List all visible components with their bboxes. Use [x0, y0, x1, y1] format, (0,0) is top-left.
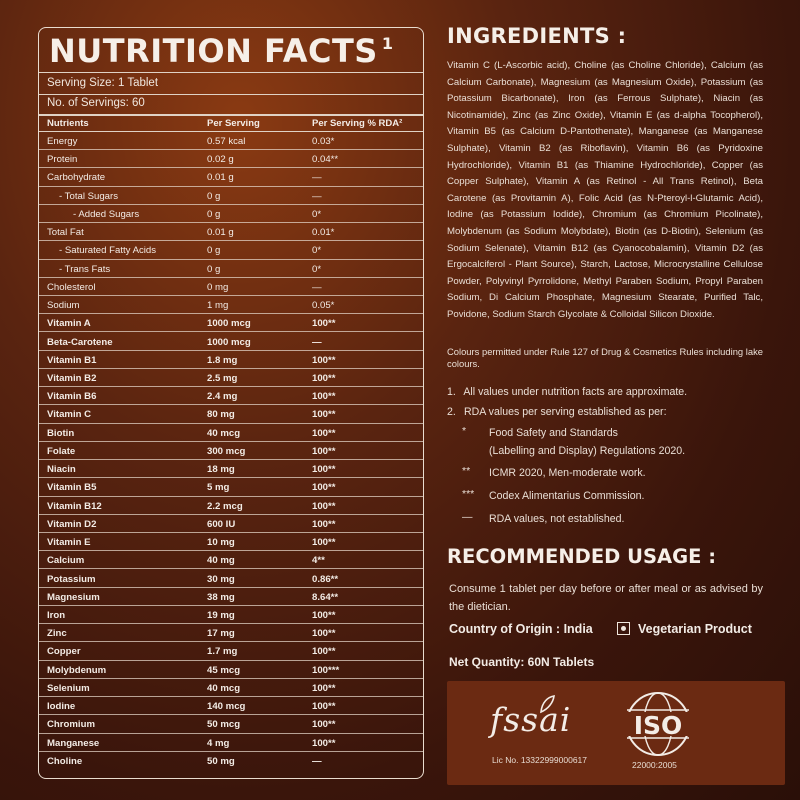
- per-serving-value: 2.4 mg: [207, 391, 238, 403]
- table-row: [39, 497, 423, 515]
- fssai-logo: fssai: [490, 700, 572, 739]
- fssai-leaf-icon: [538, 694, 556, 714]
- note-2: [447, 406, 667, 418]
- per-serving-value: 40 mcg: [207, 682, 241, 694]
- fssai-license-number: Lic No. 13322999000617: [492, 755, 587, 765]
- divider: [39, 94, 423, 95]
- rda-value: 0.01*: [312, 227, 335, 239]
- nutrient-name: Niacin: [47, 464, 76, 476]
- table-row: [39, 551, 423, 569]
- per-serving-value: 1.8 mg: [207, 354, 238, 366]
- nutrient-name: Iron: [47, 609, 66, 621]
- rda-value: 100**: [312, 628, 336, 640]
- rda-value: 100**: [312, 372, 336, 384]
- table-row: [39, 606, 423, 624]
- nutrition-facts-title: [49, 32, 393, 70]
- symbol-double-star: **: [462, 465, 471, 477]
- nutrient-name: Vitamin D2: [47, 518, 97, 530]
- rda-value: 100**: [312, 609, 336, 621]
- table-row: [39, 314, 423, 332]
- rda-value: 8.64**: [312, 591, 339, 603]
- per-serving-value: 140 mcg: [207, 701, 246, 713]
- per-serving-value: 0.02 g: [207, 154, 234, 166]
- nutrient-name: Choline: [47, 755, 83, 767]
- nutrition-facts-panel: [38, 27, 424, 779]
- nutrient-name: Beta-Carotene: [47, 336, 113, 348]
- per-serving-value: 300 mcg: [207, 445, 246, 457]
- rda-value: 100**: [312, 719, 336, 731]
- rda-source-2: ICMR 2020, Men-moderate work.: [489, 467, 646, 479]
- per-serving-value: 30 mg: [207, 573, 235, 585]
- nutrient-name: Calcium: [47, 555, 85, 567]
- nutrient-name: Protein: [47, 154, 78, 166]
- nutrient-name: Selenium: [47, 682, 90, 694]
- header-nutrients: Nutrients: [47, 118, 89, 129]
- note-2-text: RDA values per serving established as per:: [463, 406, 667, 418]
- nutrient-name: Magnesium: [47, 591, 100, 603]
- nutrient-name: Cholesterol: [47, 281, 96, 293]
- nutrient-name: Vitamin B5: [47, 482, 97, 494]
- symbol-single-star: *: [462, 425, 467, 437]
- nutrient-name: - Added Sugars: [73, 208, 140, 220]
- rda-value: 100**: [312, 500, 336, 512]
- table-row: [39, 387, 423, 405]
- table-row: [39, 460, 423, 478]
- usage-text: Consume 1 tablet per day before or after meal or as advised by the dietician.: [449, 583, 763, 613]
- rda-value: —: [312, 172, 322, 184]
- rda-source-1-line1: Food Safety and Standards: [489, 427, 618, 439]
- table-row: [39, 679, 423, 697]
- symbol-triple-star: ***: [462, 488, 475, 500]
- note-1-number: 1.: [447, 386, 456, 398]
- nutrient-name: - Saturated Fatty Acids: [59, 245, 157, 257]
- per-serving-value: 2.2 mcg: [207, 500, 243, 512]
- per-serving-value: 17 mg: [207, 628, 235, 640]
- table-row: [39, 168, 423, 186]
- per-serving-value: 600 IU: [207, 518, 236, 530]
- rda-value: 100**: [312, 737, 336, 749]
- per-serving-value: 0 g: [207, 245, 221, 257]
- iso-logo-text: ISO: [633, 711, 683, 740]
- table-row: [39, 132, 423, 150]
- rda-value: —: [312, 190, 322, 202]
- rda-source-1-line2: (Labelling and Display) Regulations 2020.: [489, 445, 686, 457]
- serving-size: Serving Size: 1 Tablet: [47, 77, 159, 89]
- rda-value: 0.03*: [312, 136, 335, 147]
- table-header: [39, 118, 423, 132]
- table-row: [39, 369, 423, 387]
- divider: [39, 114, 423, 116]
- nutrient-name: Potassium: [47, 573, 96, 585]
- table-row: [39, 624, 423, 642]
- title-superscript: 1: [381, 34, 394, 53]
- table-row: [39, 296, 423, 314]
- nutrient-name: Sodium: [47, 300, 80, 312]
- vegetarian-icon: [617, 622, 630, 635]
- rda-value: 100**: [312, 427, 336, 439]
- per-serving-value: 2.5 mg: [207, 372, 238, 384]
- rda-source-4: RDA values, not established.: [489, 513, 625, 525]
- nutrient-name: Vitamin B1: [47, 354, 97, 366]
- per-serving-value: 1000 mcg: [207, 336, 251, 348]
- table-row: [39, 260, 423, 278]
- table-row: [39, 570, 423, 588]
- table-row: [39, 715, 423, 733]
- country-of-origin: Country of Origin : India: [449, 622, 593, 636]
- table-row: [39, 442, 423, 460]
- per-serving-value: 80 mg: [207, 409, 235, 421]
- per-serving-value: 18 mg: [207, 464, 235, 476]
- note-1-text: All values under nutrition facts are approximate.: [463, 386, 688, 398]
- per-serving-value: 45 mcg: [207, 664, 241, 676]
- per-serving-value: 40 mg: [207, 555, 235, 567]
- table-row: [39, 533, 423, 551]
- rda-value: 100**: [312, 646, 336, 658]
- rda-value: 100**: [312, 537, 336, 549]
- table-row: [39, 241, 423, 259]
- table-row: [39, 333, 423, 351]
- table-row: [39, 661, 423, 679]
- header-rda: Per Serving % RDA²: [312, 118, 403, 129]
- divider: [39, 72, 423, 73]
- rda-value: 4**: [312, 555, 325, 567]
- table-row: [39, 223, 423, 241]
- rda-value: —: [312, 336, 322, 348]
- per-serving-value: 1.7 mg: [207, 646, 238, 658]
- nutrient-name: Energy: [47, 136, 78, 147]
- note-1: [447, 386, 687, 398]
- per-serving-value: 0 g: [207, 208, 221, 220]
- nutrient-name: Copper: [47, 646, 81, 658]
- per-serving-value: 1 mg: [207, 300, 229, 312]
- rda-value: —: [312, 281, 322, 293]
- per-serving-value: 5 mg: [207, 482, 230, 494]
- ingredients-title: INGREDIENTS :: [447, 24, 627, 48]
- rda-value: 0.86**: [312, 573, 339, 585]
- nutrient-name: Carbohydrate: [47, 172, 106, 184]
- rda-value: 100**: [312, 318, 336, 330]
- rda-value: 100**: [312, 701, 336, 713]
- per-serving-value: 38 mg: [207, 591, 235, 603]
- per-serving-value: 0.01 g: [207, 227, 234, 239]
- iso-code: 22000:2005: [632, 760, 677, 770]
- nutrient-name: Molybdenum: [47, 664, 107, 676]
- nutrient-name: - Trans Fats: [59, 263, 111, 275]
- per-serving-value: 0.01 g: [207, 172, 234, 184]
- nutrient-name: Vitamin C: [47, 409, 92, 421]
- per-serving-value: 10 mg: [207, 537, 235, 549]
- per-serving-value: 0 g: [207, 263, 221, 275]
- rda-value: 0*: [312, 263, 322, 275]
- header-per-serving: Per Serving: [207, 118, 260, 129]
- nutrient-name: Vitamin B6: [47, 391, 97, 403]
- per-serving-value: 0.57 kcal: [207, 136, 246, 147]
- per-serving-value: 40 mcg: [207, 427, 241, 439]
- symbol-dash: —: [462, 511, 473, 523]
- per-serving-value: 0 g: [207, 190, 221, 202]
- nutrient-name: Zinc: [47, 628, 67, 640]
- rda-value: 100***: [312, 664, 340, 676]
- rda-value: 100**: [312, 518, 336, 530]
- table-row: [39, 424, 423, 442]
- table-row: [39, 351, 423, 369]
- iso-logo: [622, 690, 694, 758]
- per-serving-value: 50 mcg: [207, 719, 241, 731]
- table-row: [39, 697, 423, 715]
- rda-value: 100**: [312, 409, 336, 421]
- rda-source-1: [489, 424, 685, 460]
- rda-value: 0.05*: [312, 300, 335, 312]
- nutrient-name: Iodine: [47, 701, 76, 713]
- table-row: [39, 642, 423, 660]
- nutrient-name: Vitamin B2: [47, 372, 97, 384]
- table-row: [39, 588, 423, 606]
- per-serving-value: 0 mg: [207, 281, 229, 293]
- table-row: [39, 734, 423, 752]
- nutrient-name: - Total Sugars: [59, 190, 119, 202]
- table-row: [39, 150, 423, 168]
- colours-note: Colours permitted under Rule 127 of Drug & Cosmetics Rules including lake colours.: [447, 346, 763, 369]
- nutrient-name: Chromium: [47, 719, 95, 731]
- per-serving-value: 50 mg: [207, 755, 235, 767]
- rda-value: 0*: [312, 245, 322, 257]
- number-of-servings: No. of Servings: 60: [47, 97, 145, 109]
- rda-value: 100**: [312, 391, 336, 403]
- table-row: [39, 405, 423, 423]
- table-row: [39, 187, 423, 205]
- table-row: [39, 752, 423, 770]
- rda-value: 100**: [312, 445, 336, 457]
- table-row: [39, 515, 423, 533]
- rda-value: 0.04**: [312, 154, 339, 166]
- rda-value: 100**: [312, 482, 336, 494]
- rda-value: 100**: [312, 682, 336, 694]
- nutrition-facts-title-text: NUTRITION FACTS: [49, 32, 378, 70]
- per-serving-value: 19 mg: [207, 609, 235, 621]
- ingredients-text: Vitamin C (L-Ascorbic acid), Choline (as Choline Chloride), Calcium (as Calcium Carbonate), Magnesium (as Magnesium Oxide), Potassium (as Potassium Bicarbonate), Iron (as Ferrous Sulphate), Niacin (as Nicotinamide), Zinc (as Zinc Oxide), Vitamin E (as d-alpha Tocopherol), Vitamin B5 (as Calcium D-Pantothenate), Manganese (as Manganese Sulphate), Vitamin B2 (as Riboflavin), Vitamin B6 (as Pyridoxine Hydrochloride), Vitamin B1 (as Thiamine Hydrochloride), Copper (as Copper Sulphate), Vitamin A (as Retinol - All Trans Retinol), Beta Carotene (as Provitamin A), Folic Acid (as N-Pteroyl-l-Glutamic Acid), Iodine (as Potassium Iodide), Chromium (as Chromium Picolinate), Molybdenum (as Sodium Molybdate), Biotin (as D-Biotin), Selenium (as Sodium Selenate), Vitamin B12 (as Cyanocobalamin), Vitamin D2 (as Ergocalciferol - Plant Source), Starch, Lactose, Microcrystalline Cellulose Powder, Polyvinyl Pyrrolidone, Methyl Paraben Sodium, Propyl Paraben Sodium, Di Calcium Phosphate, Magnesium Stearate, Purified Talc, Povidone, Sodium Starch Glycolate & Colloidal Silicon Dioxide.: [447, 60, 763, 320]
- net-quantity: Net Quantity: 60N Tablets: [449, 655, 595, 669]
- per-serving-value: 4 mg: [207, 737, 230, 749]
- table-row: [39, 478, 423, 496]
- nutrient-name: Manganese: [47, 737, 100, 749]
- per-serving-value: 1000 mcg: [207, 318, 251, 330]
- nutrient-name: Folate: [47, 445, 76, 457]
- nutrient-name: Total Fat: [47, 227, 84, 239]
- table-row: [39, 278, 423, 296]
- nutrient-name: Vitamin B12: [47, 500, 102, 512]
- rda-value: 0*: [312, 208, 322, 220]
- rda-value: 100**: [312, 354, 336, 366]
- nutrient-name: Vitamin E: [47, 537, 91, 549]
- vegetarian-label: Vegetarian Product: [638, 622, 752, 636]
- note-2-number: 2.: [447, 406, 456, 418]
- rda-value: 100**: [312, 464, 336, 476]
- nutrient-name: Vitamin A: [47, 318, 91, 330]
- rda-source-3: Codex Alimentarius Commission.: [489, 490, 645, 502]
- rda-value: —: [312, 755, 322, 767]
- table-row: [39, 205, 423, 223]
- nutrient-name: Biotin: [47, 427, 75, 439]
- recommended-usage-title: RECOMMENDED USAGE :: [447, 545, 717, 568]
